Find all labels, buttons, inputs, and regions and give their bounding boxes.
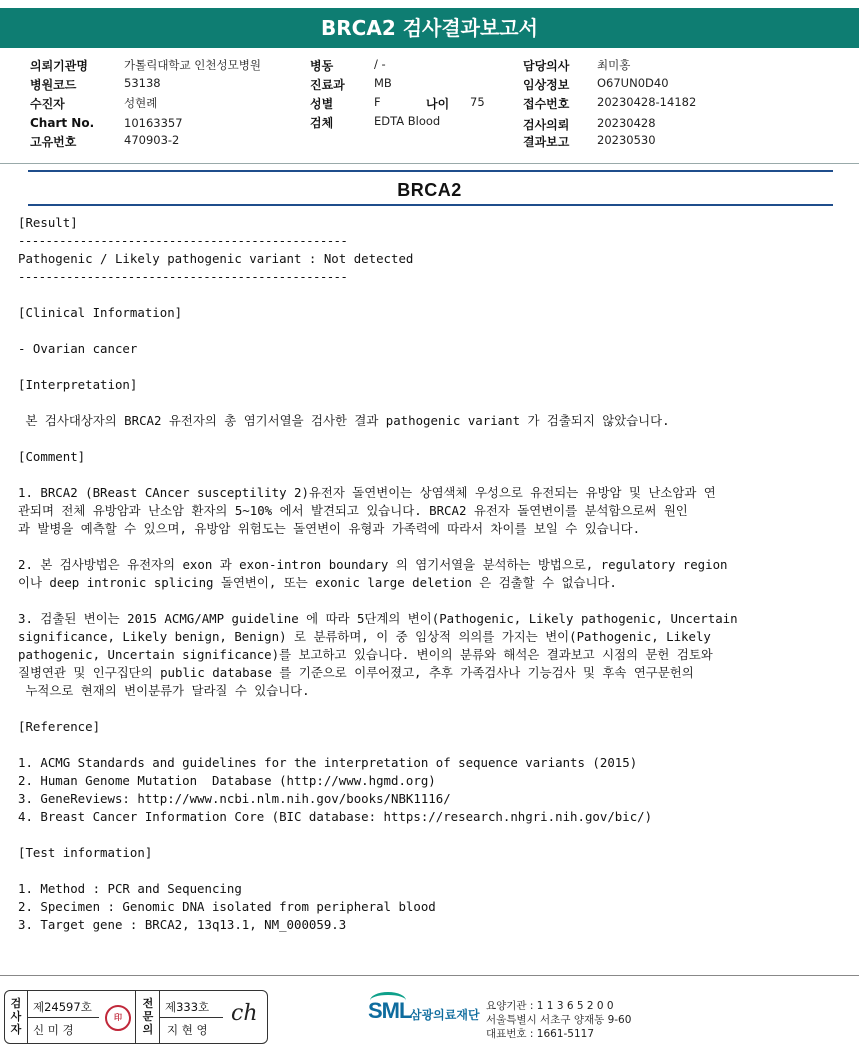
test-info-2: 2. Specimen : Genomic DNA isolated from peripheral blood	[18, 899, 436, 914]
tester-label: 검사자	[10, 997, 22, 1036]
label-doctor: 담당의사	[523, 59, 570, 73]
tester-license: 제24597호	[33, 1000, 92, 1014]
label-clinical-info: 임상정보	[523, 78, 570, 92]
value-result-report: 20230530	[597, 133, 656, 147]
info-divider	[0, 163, 859, 164]
test-info-1: 1. Method : PCR and Sequencing	[18, 881, 242, 896]
result-divider-top: ------------------------------------------------	[18, 233, 348, 248]
tester-name: 신 미 경	[33, 1023, 74, 1037]
value-requesting-institution: 가톨릭대학교 인천성모병원	[124, 58, 261, 72]
sign-row-divider	[27, 1017, 99, 1018]
value-receipt-no: 20230428-14182	[597, 95, 697, 109]
value-age: 75	[470, 95, 485, 109]
value-test-request: 20230428	[597, 116, 656, 130]
value-unique-no: 470903-2	[124, 133, 180, 147]
comment-3-line-4: 질병연관 및 인구집단의 public database 를 기준으로 이루어졌고, 추후 가족검사나 기능검사 및 후속 연구문헌의	[18, 665, 694, 680]
label-patient: 수진자	[30, 97, 65, 111]
seal-stamp: 印	[105, 1005, 131, 1031]
label-age: 나이	[426, 97, 450, 111]
label-hospital-code: 병원코드	[30, 78, 77, 92]
value-chart-no: 10163357	[124, 116, 183, 130]
comment-3-line-5: 누적으로 현재의 변이분류가 달라질 수 있습니다.	[18, 683, 310, 698]
value-clinical-info: O67UN0D40	[597, 76, 669, 90]
specialist-label: 전문의	[142, 997, 154, 1036]
label-result-report: 결과보고	[523, 135, 570, 149]
comment-heading: [Comment]	[18, 449, 86, 464]
organization-name: 삼광의료재단	[410, 1008, 480, 1022]
label-unique-no: 고유번호	[30, 135, 77, 149]
comment-1-line-2: 관되며 전체 유방암과 난소암 환자의 5~10% 에서 발견되고 있습니다. BRCA2 유전자 돌연변이를 분석함으로써 원인	[18, 503, 688, 518]
label-department: 진료과	[310, 78, 345, 92]
section-title: BRCA2	[397, 180, 462, 200]
phone: 대표번호 : 1661-5117	[486, 1028, 595, 1040]
sign-divider	[135, 991, 136, 1043]
label-ward: 병동	[310, 59, 334, 73]
result-text: Pathogenic / Likely pathogenic variant : Not detected	[18, 251, 414, 266]
patient-info	[0, 52, 859, 152]
value-sex: F	[374, 95, 381, 109]
interpretation-heading: [Interpretation]	[18, 377, 138, 392]
address: 서울특별시 서초구 양재동 9-60	[486, 1014, 632, 1026]
value-ward: / -	[374, 57, 386, 71]
value-patient: 성현례	[124, 96, 158, 110]
signature: ch	[231, 1001, 258, 1026]
label-test-request: 검사의뢰	[523, 118, 570, 132]
comment-1-line-3: 과 발병을 예측할 수 있으며, 유방암 위험도는 돌연변이 유형과 가족력에 따라서 차이를 보일 수 있습니다.	[18, 521, 641, 536]
sign-row-divider	[159, 1017, 223, 1018]
interpretation-text: 본 검사대상자의 BRCA2 유전자의 총 염기서열을 검사한 결과 pathogenic variant 가 검출되지 않았습니다.	[18, 413, 670, 428]
section-top-rule	[28, 170, 833, 172]
section-bottom-rule	[28, 204, 833, 206]
specialist-license: 제333호	[165, 1000, 210, 1014]
test-info-3: 3. Target gene : BRCA2, 13q13.1, NM_000059.3	[18, 917, 347, 932]
footer-divider	[0, 975, 859, 976]
label-receipt-no: 접수번호	[523, 97, 570, 111]
comment-3-line-1: 3. 검출된 변이는 2015 ACMG/AMP guideline 에 따라 5단계의 변이(Pathogenic, Likely pathogenic, Uncertain	[18, 611, 738, 626]
value-doctor: 최미홍	[597, 58, 631, 72]
comment-3-line-3: pathogenic, Uncertain significance)를 보고하고 있습니다. 변이의 분류와 해석은 결과보고 시점의 문헌 검토와	[18, 647, 713, 662]
reference-heading: [Reference]	[18, 719, 101, 734]
label-sex: 성별	[310, 97, 334, 111]
reference-1: 1. ACMG Standards and guidelines for the interpretation of sequence variants (2015)	[18, 755, 638, 770]
comment-1-line-1: 1. BRCA2 (BReast CAncer susceptility 2)유전자 돌연변이는 상염색체 우성으로 유전되는 유방암 및 난소암과 연	[18, 485, 716, 500]
comment-2-line-1: 2. 본 검사방법은 유전자의 exon 과 exon-intron boundary 의 염기서열을 분석하는 방법으로, regulatory region	[18, 557, 728, 572]
reference-4: 4. Breast Cancer Information Core (BIC database: https://research.nhgri.nih.gov/bic/)	[18, 809, 653, 824]
result-divider-bottom: ------------------------------------------------	[18, 269, 348, 284]
result-heading: [Result]	[18, 215, 78, 230]
organization-address	[486, 999, 631, 1041]
report-title: BRCA2 검사결과보고서	[0, 8, 859, 48]
comment-2-line-2: 이나 deep intronic splicing 돌연변이, 또는 exonic large deletion 은 검출할 수 없습니다.	[18, 575, 617, 590]
label-requesting-institution: 의뢰기관명	[30, 59, 88, 73]
institution-code: 요양기관 : 1 1 3 6 5 2 0 0	[486, 1000, 614, 1012]
logo-mark: SML	[368, 998, 412, 1023]
value-specimen: EDTA Blood	[374, 114, 441, 128]
value-department: MB	[374, 76, 392, 90]
signature-box	[4, 990, 268, 1044]
test-info-heading: [Test information]	[18, 845, 153, 860]
reference-3: 3. GeneReviews: http://www.ncbi.nlm.nih.gov/books/NBK1116/	[18, 791, 451, 806]
specialist-name: 지 현 영	[167, 1023, 208, 1037]
comment-3-line-2: significance, Likely benign, Benign) 로 분류하며, 이 중 임상적 의의를 가지는 변이(Pathogenic, Likely	[18, 629, 711, 644]
value-hospital-code: 53138	[124, 76, 161, 90]
clinical-text: - Ovarian cancer	[18, 341, 138, 356]
label-specimen: 검체	[310, 116, 334, 130]
clinical-heading: [Clinical Information]	[18, 305, 183, 320]
label-chart-no: Chart No.	[30, 116, 95, 130]
reference-2: 2. Human Genome Mutation Database (http://www.hgmd.org)	[18, 773, 436, 788]
